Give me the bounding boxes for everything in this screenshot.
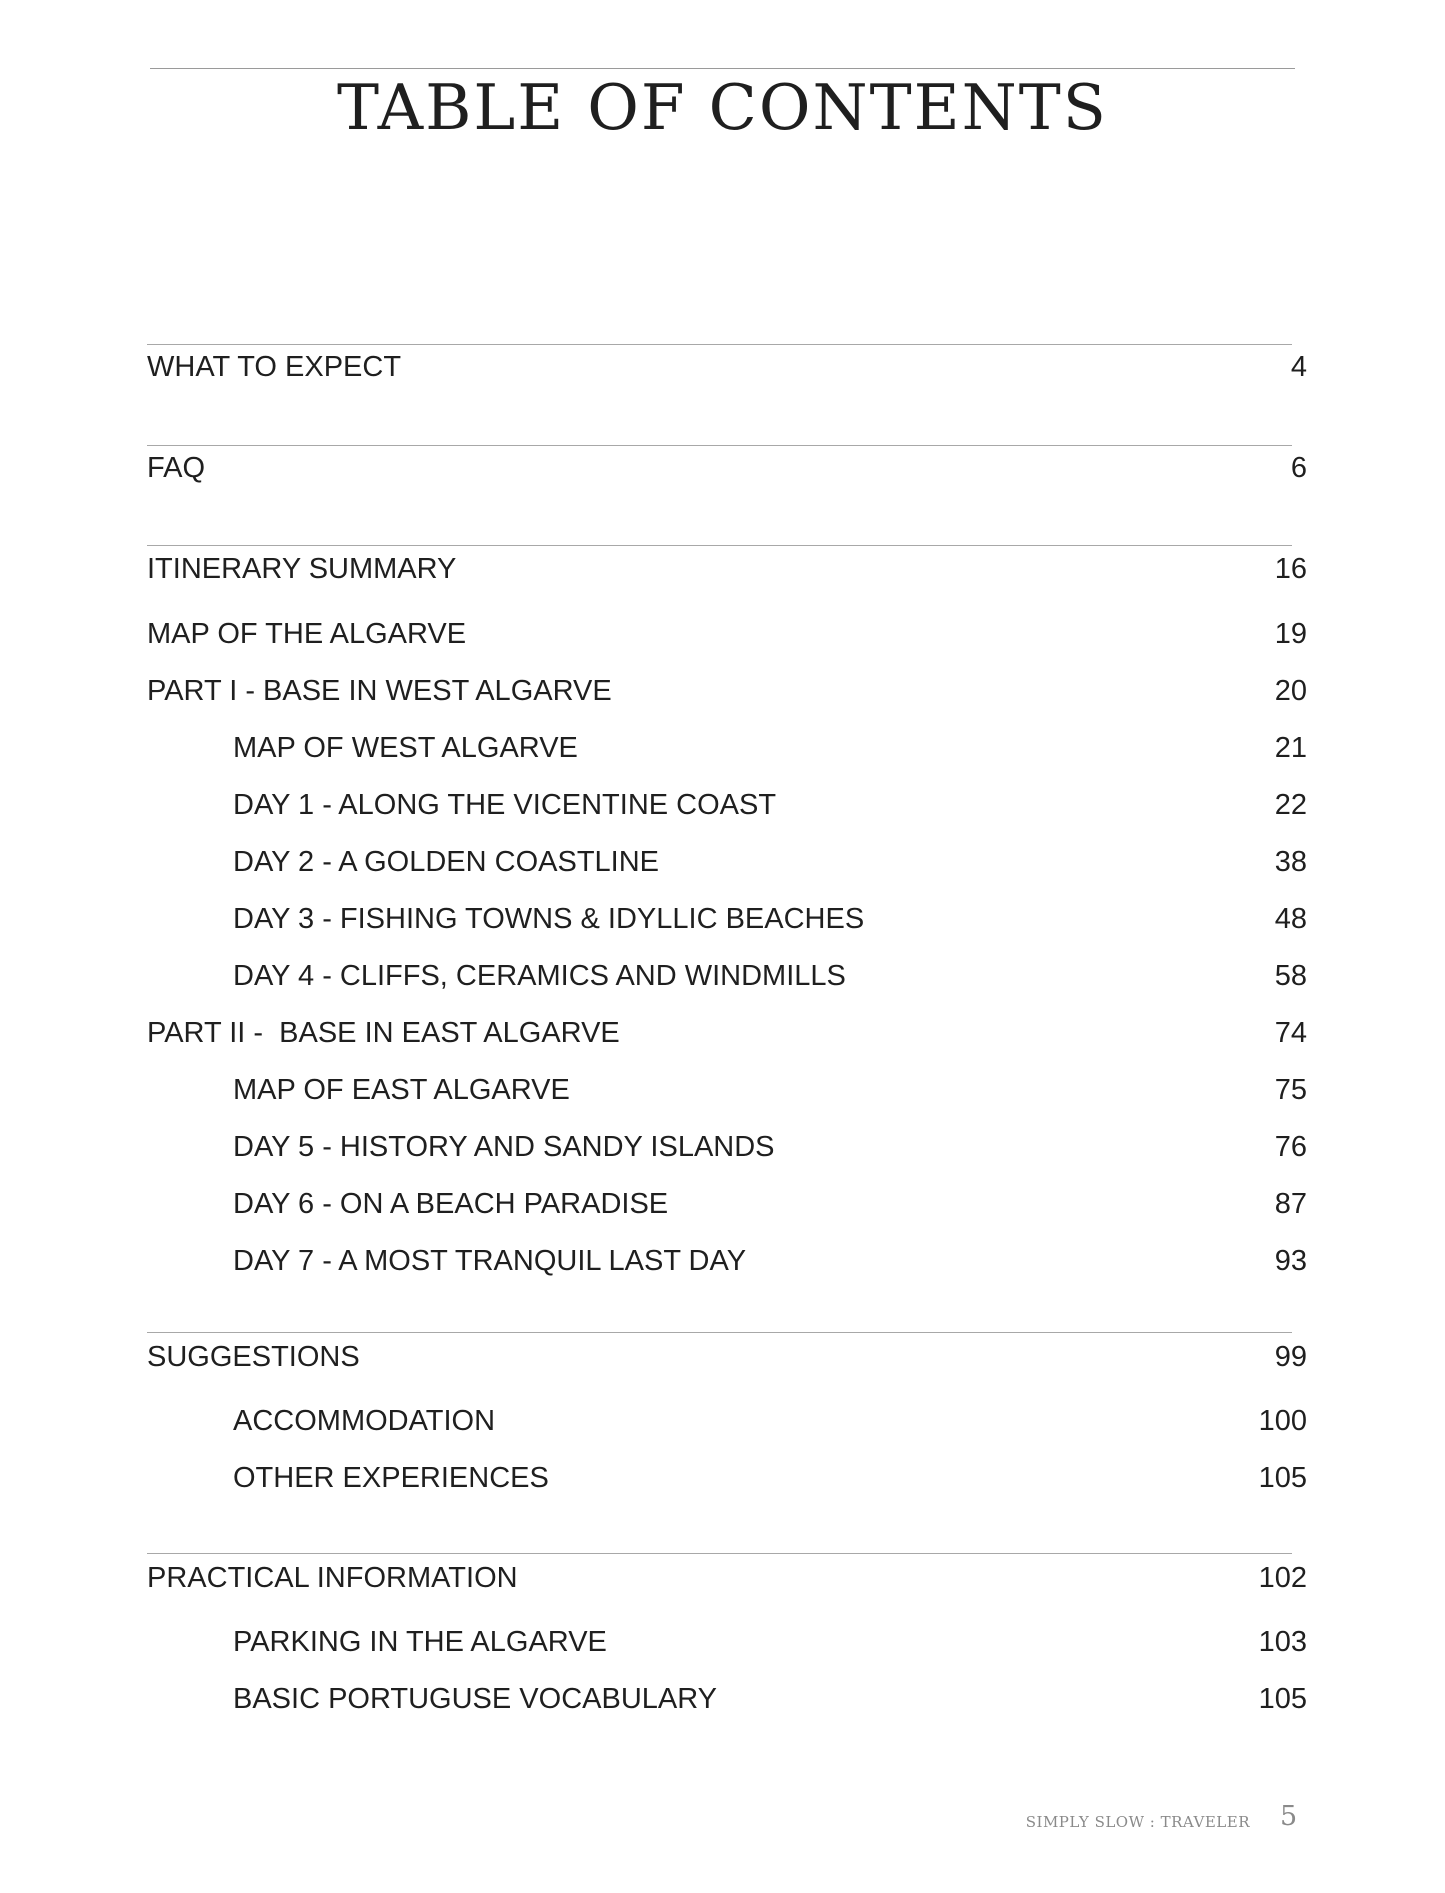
toc-entry-page: 4 (1290, 351, 1307, 383)
toc-entry-label: DAY 7 - A MOST TRANQUIL LAST DAY (233, 1245, 747, 1277)
toc-entry-label: MAP OF EAST ALGARVE (233, 1074, 570, 1106)
toc-entry-page: 48 (1274, 903, 1307, 935)
toc-entry-label: WHAT TO EXPECT (147, 351, 402, 383)
toc-entry-label: ITINERARY SUMMARY (147, 553, 457, 585)
toc-entry-label: PART I - BASE IN WEST ALGARVE (147, 675, 612, 707)
toc-entry-label: DAY 2 - A GOLDEN COASTLINE (233, 846, 660, 878)
toc-entry-label: SUGGESTIONS (147, 1341, 360, 1373)
toc-entry-page: 76 (1274, 1131, 1307, 1163)
toc-entry-page: 58 (1274, 960, 1307, 992)
section-divider (147, 1553, 1292, 1554)
toc-entry-label: FAQ (147, 452, 206, 484)
toc-entry-label: MAP OF WEST ALGARVE (233, 732, 578, 764)
toc-entry-page: 20 (1274, 675, 1307, 707)
footer-page-number: 5 (1280, 1801, 1298, 1832)
toc-entry-label: DAY 3 - FISHING TOWNS & IDYLLIC BEACHES (233, 903, 865, 935)
toc-entry-page: 16 (1274, 553, 1307, 585)
toc-entry-page: 93 (1274, 1245, 1307, 1277)
section-divider (147, 545, 1292, 546)
toc-entry-page: 19 (1274, 618, 1307, 650)
toc-entry-page: 102 (1258, 1562, 1307, 1594)
toc-entry-label: PART II - BASE IN EAST ALGARVE (147, 1017, 620, 1049)
toc-entry-page: 100 (1258, 1405, 1307, 1437)
toc-entry-label: OTHER EXPERIENCES (233, 1462, 549, 1494)
toc-entry-label: ACCOMMODATION (233, 1405, 496, 1437)
toc-entry-label: BASIC PORTUGUSE VOCABULARY (233, 1683, 718, 1715)
toc-entry-other-experiences[interactable] (233, 1461, 1307, 1563)
toc-entry-label: DAY 1 - ALONG THE VICENTINE COAST (233, 789, 777, 821)
section-divider (147, 1332, 1292, 1333)
toc-entry-page: 38 (1274, 846, 1307, 878)
toc-entry-page: 99 (1274, 1341, 1307, 1373)
toc-entry-page: 87 (1274, 1188, 1307, 1220)
section-divider (147, 445, 1292, 446)
toc-entry-faq[interactable] (147, 451, 1307, 553)
section-divider (147, 344, 1292, 345)
toc-entry-page: 6 (1290, 452, 1307, 484)
page-title: TABLE OF CONTENTS (337, 71, 1108, 144)
toc-entry-page: 103 (1258, 1626, 1307, 1658)
toc-entry-page: 75 (1274, 1074, 1307, 1106)
toc-entry-label: PARKING IN THE ALGARVE (233, 1626, 607, 1658)
toc-entry-label: DAY 5 - HISTORY AND SANDY ISLANDS (233, 1131, 775, 1163)
toc-entry-page: 74 (1274, 1017, 1307, 1049)
toc-entry-page: 21 (1274, 732, 1307, 764)
footer-brand: SIMPLY SLOW : TRAVELER (1025, 1813, 1250, 1831)
toc-entry-label: PRACTICAL INFORMATION (147, 1562, 518, 1594)
toc-entry-day-7[interactable] (233, 1244, 1307, 1346)
toc-entry-label: DAY 6 - ON A BEACH PARADISE (233, 1188, 669, 1220)
toc-entry-what-to-expect[interactable] (147, 350, 1307, 452)
toc-entry-page: 22 (1274, 789, 1307, 821)
toc-entry-page: 105 (1258, 1462, 1307, 1494)
toc-entry-page: 105 (1258, 1683, 1307, 1715)
toc-entry-basic-portuguese-vocabulary[interactable] (233, 1682, 1307, 1784)
toc-entry-label: DAY 4 - CLIFFS, CERAMICS AND WINDMILLS (233, 960, 846, 992)
toc-entry-label: MAP OF THE ALGARVE (147, 618, 467, 650)
